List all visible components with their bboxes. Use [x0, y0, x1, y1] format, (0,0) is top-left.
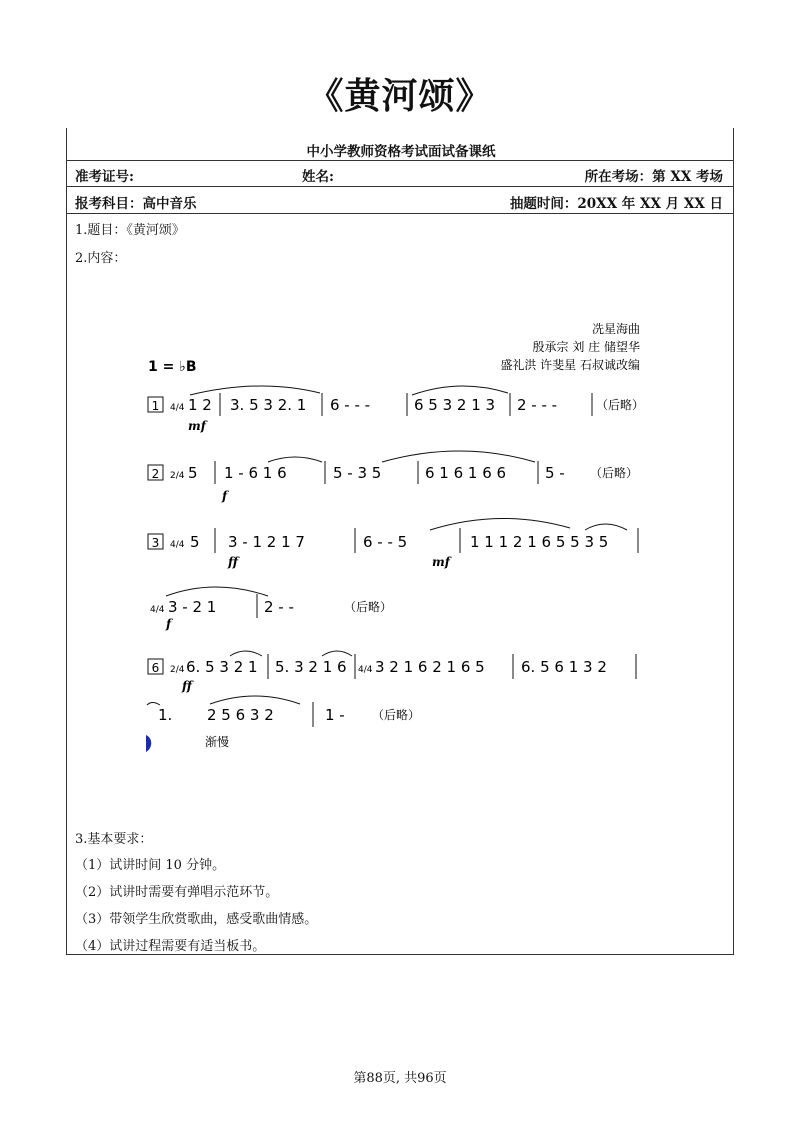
- note-group: 5 -: [545, 464, 565, 482]
- dynamic-mark: f: [222, 489, 228, 503]
- page-title: 《黄河颂》: [307, 75, 493, 117]
- note-group: 5. 3 2 1 6: [275, 658, 347, 676]
- slur: [210, 696, 300, 704]
- note-group: 1 1 1 2 1 6 5 5 3 5: [470, 533, 609, 551]
- omitted-mark: （后略）: [590, 466, 639, 480]
- content-label: 2.内容：: [75, 251, 127, 266]
- line-number: 6: [151, 661, 160, 675]
- slur: [412, 386, 508, 395]
- line-number: 3: [151, 536, 160, 550]
- arranger-credit: 殷承宗 刘 庄 储望华: [532, 340, 640, 354]
- note-group: 1 -: [325, 706, 345, 724]
- score-line: [148, 386, 644, 433]
- slur: [230, 651, 262, 656]
- note-group: 6 1 6 1 6 6: [425, 464, 507, 482]
- dynamic-mark: mf: [432, 555, 450, 569]
- note-group: 3 - 2 1: [168, 598, 217, 616]
- note-group: 5: [188, 464, 198, 482]
- slur: [166, 587, 268, 596]
- slur: [382, 451, 535, 462]
- time-signature: 2/4: [170, 665, 185, 675]
- note-group: 2 - -: [264, 598, 294, 616]
- arranger-credit: 盛礼洪 许斐星 石叔诚改编: [500, 358, 640, 372]
- omitted-mark: （后略）: [596, 398, 645, 412]
- note-group: 6 5 3 2 1 3: [414, 396, 496, 414]
- omitted-mark: （后略）: [372, 708, 421, 722]
- score-line: [150, 587, 392, 631]
- requirement-item: （4）试讲过程需要有适当板书。: [75, 939, 266, 954]
- note-group: 3 - 1 2 1 7: [228, 533, 305, 551]
- page-footer: 第88页, 共96页: [353, 1071, 447, 1086]
- line-number: 1: [151, 399, 160, 413]
- note-group: 6 - - 5: [363, 533, 408, 551]
- time-signature: 4/4: [150, 605, 165, 615]
- slur: [430, 518, 570, 530]
- score-line: [148, 518, 638, 569]
- slur: [585, 524, 627, 530]
- key-signature: 1 = ♭B: [148, 359, 197, 375]
- note-group: 5: [190, 533, 200, 551]
- requirement-item: （3）带领学生欣赏歌曲，感受歌曲情感。: [75, 912, 318, 927]
- time-signature: 4/4: [170, 540, 185, 550]
- draw-time: 抽题时间：20XX 年 XX 月 XX 日: [509, 196, 723, 212]
- exam-id-label: 准考证号:: [75, 169, 134, 185]
- note-group: 2 5 6 3 2: [207, 706, 274, 724]
- requirements-label: 3.基本要求：: [75, 832, 153, 847]
- topic-line: 1.题目：《黄河颂》: [75, 223, 185, 238]
- tempo-marking: 渐慢: [205, 735, 230, 749]
- exam-venue: 所在考场：第 XX 考场: [584, 169, 723, 185]
- exam-subject: 报考科目：高中音乐: [75, 196, 197, 212]
- slur: [322, 651, 352, 656]
- time-signature: 4/4: [170, 403, 185, 413]
- dynamic-mark: ff: [228, 555, 238, 569]
- note-group: 3. 5 3 2. 1: [230, 396, 307, 414]
- ink-mark: [146, 735, 151, 752]
- omitted-mark: （后略）: [344, 600, 393, 614]
- dynamic-mark: mf: [188, 419, 206, 433]
- score-line: [146, 696, 420, 752]
- score-line: [148, 651, 636, 693]
- note-group: 6. 5 6 1 3 2: [521, 658, 607, 676]
- composer-credit: 冼星海曲: [591, 322, 640, 336]
- slur: [190, 386, 320, 395]
- time-signature: 4/4: [358, 665, 373, 675]
- sheet-caption: 中小学教师资格考试面试备课纸: [306, 144, 496, 160]
- dynamic-mark: f: [166, 617, 172, 631]
- note-group: 5 - 3 5: [333, 464, 382, 482]
- note-group: 2 - - -: [517, 396, 558, 414]
- requirement-item: （1）试讲时间 10 分钟。: [75, 858, 226, 873]
- score-line: [148, 451, 638, 503]
- time-signature: 2/4: [170, 471, 185, 481]
- line-number: 2: [151, 467, 160, 481]
- note-group: 3 2 1 6 2 1 6 5: [375, 658, 485, 676]
- note-group: 6. 5 3 2 1: [186, 658, 258, 676]
- note-group: 1.: [158, 706, 173, 724]
- note-group: 1 - 6 1 6: [224, 464, 287, 482]
- slur: [147, 703, 160, 706]
- note-group: 1 2: [188, 396, 212, 414]
- requirement-item: （2）试讲时需要有弹唱示范环节。: [75, 885, 279, 900]
- dynamic-mark: ff: [182, 679, 192, 693]
- note-group: 6 - - -: [330, 396, 371, 414]
- name-label: 姓名:: [302, 169, 334, 185]
- slur: [268, 457, 322, 462]
